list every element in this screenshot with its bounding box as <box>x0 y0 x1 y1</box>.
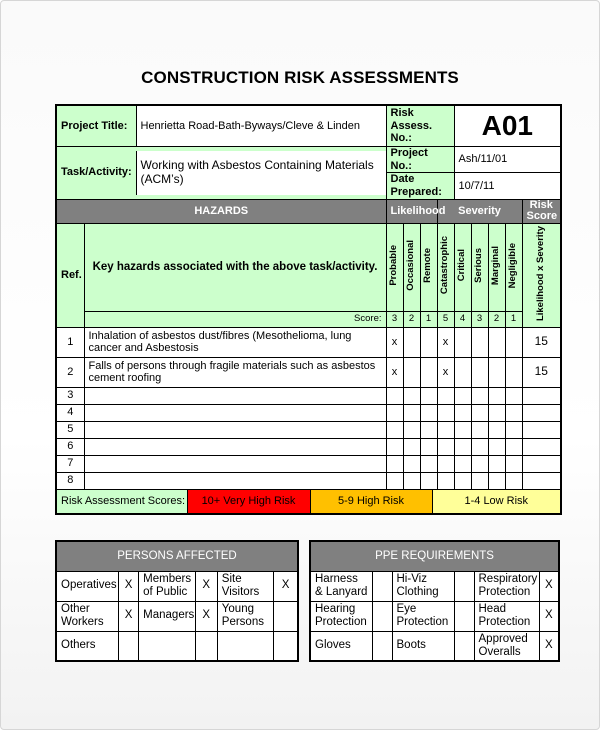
table-row <box>56 357 561 387</box>
row-serious <box>471 327 488 357</box>
score-occasional: 2 <box>403 311 420 327</box>
row-probable: x <box>386 327 403 357</box>
table-row <box>56 472 561 489</box>
row-ref: 6 <box>56 438 84 455</box>
row-score: 15 <box>522 357 561 387</box>
table-row <box>56 387 561 404</box>
row-score <box>522 421 561 438</box>
ppe-eye-label: Eye Protection <box>392 601 454 631</box>
score-remote: 1 <box>420 311 437 327</box>
legend-very-high-risk: 10+ Very High Risk <box>187 490 310 513</box>
row-hazard[interactable] <box>84 438 386 455</box>
row-occasional <box>403 357 420 387</box>
table-row <box>56 571 298 601</box>
ppe-hearing-check[interactable] <box>372 601 392 631</box>
score-label: Score: <box>84 311 386 327</box>
ppe-boots-check[interactable] <box>454 631 474 661</box>
col-risk <box>522 223 561 327</box>
ppe-overalls-label: Approved Overalls <box>474 631 539 661</box>
table-row <box>310 571 559 601</box>
score-critical: 4 <box>454 311 471 327</box>
col-serious <box>471 223 488 311</box>
person-blank2-label <box>217 631 273 661</box>
likelihood-heading: Likelihood <box>386 199 437 223</box>
col-probable-label: Probable <box>388 245 400 286</box>
ppe-requirements-heading: PPE REQUIREMENTS <box>310 541 559 571</box>
person-young-check[interactable] <box>274 601 298 631</box>
person-operatives-check[interactable]: X <box>119 571 139 601</box>
ppe-eye-check[interactable] <box>454 601 474 631</box>
col-negligible-label: Negligible <box>507 242 519 289</box>
person-blank-label <box>139 631 195 661</box>
person-others-label: Others <box>56 631 119 661</box>
col-critical-label: Critical <box>456 249 468 282</box>
table-row <box>310 601 559 631</box>
row-remote <box>420 327 437 357</box>
risk-scores-legend <box>56 489 561 514</box>
row-score: 15 <box>522 327 561 357</box>
row-ref: 1 <box>56 327 84 357</box>
person-other-workers-check[interactable]: X <box>119 601 139 631</box>
persons-affected-heading: PERSONS AFFECTED <box>56 541 298 571</box>
row-hazard[interactable] <box>84 421 386 438</box>
col-catastrophic-label: Catastrophic <box>439 236 451 295</box>
legend-high-risk: 5-9 High Risk <box>310 490 432 513</box>
row-hazard[interactable] <box>84 387 386 404</box>
date-label: Date Prepared: <box>386 173 454 199</box>
ref-label: Ref. <box>56 223 84 327</box>
table-row <box>56 327 561 357</box>
row-hazard[interactable] <box>84 472 386 489</box>
row-negligible <box>505 357 522 387</box>
person-blank2-check[interactable] <box>274 631 298 661</box>
person-managers-check[interactable]: X <box>195 601 217 631</box>
person-young-label: Young Persons <box>217 601 273 631</box>
row-ref: 4 <box>56 404 84 421</box>
col-probable <box>386 223 403 311</box>
person-managers-label: Managers <box>139 601 195 631</box>
ppe-respiratory-label: Respiratory Protection <box>474 571 539 601</box>
ppe-gloves-check[interactable] <box>372 631 392 661</box>
row-remote <box>420 357 437 387</box>
row-serious <box>471 357 488 387</box>
row-probable: x <box>386 357 403 387</box>
row-hazard: Inhalation of asbestos dust/fibres (Mesothelioma, lung cancer and Asbestosis <box>84 327 386 357</box>
table-row <box>56 421 561 438</box>
risk-assess-label: Risk Assess. No.: <box>386 105 454 147</box>
risk-scores-label: Risk Assessment Scores: <box>57 490 187 513</box>
risk-assess-value <box>454 105 561 147</box>
person-others-check[interactable] <box>119 631 139 661</box>
row-occasional <box>403 327 420 357</box>
row-ref: 2 <box>56 357 84 387</box>
person-public-check[interactable]: X <box>195 571 217 601</box>
ppe-harness-label: Harness & Lanyard <box>310 571 372 601</box>
ppe-hiviz-check[interactable] <box>454 571 474 601</box>
score-negligible: 1 <box>505 311 522 327</box>
row-hazard: Falls of persons through fragile materials such as asbestos cement roofing <box>84 357 386 387</box>
col-catastrophic <box>437 223 454 311</box>
ppe-head-label: Head Protection <box>474 601 539 631</box>
task-row <box>56 147 386 200</box>
col-marginal-label: Marginal <box>490 245 502 285</box>
risk-assess-number: A01 <box>481 109 533 141</box>
task-label: Task/Activity: <box>57 151 136 195</box>
col-remote-label: Remote <box>422 247 434 283</box>
row-marginal <box>488 357 505 387</box>
row-ref: 3 <box>56 387 84 404</box>
row-marginal <box>488 327 505 357</box>
score-serious: 3 <box>471 311 488 327</box>
row-negligible <box>505 327 522 357</box>
row-critical <box>454 357 471 387</box>
row-hazard[interactable] <box>84 404 386 421</box>
ppe-overalls-check[interactable]: X <box>539 631 559 661</box>
date-value: 10/7/11 <box>454 173 561 199</box>
col-remote <box>420 223 437 311</box>
table-row <box>310 631 559 661</box>
ppe-gloves-label: Gloves <box>310 631 372 661</box>
table-row <box>56 631 298 661</box>
persons-affected-table <box>55 540 299 662</box>
col-critical <box>454 223 471 311</box>
person-public-label: Members of Public <box>139 571 195 601</box>
row-hazard[interactable] <box>84 455 386 472</box>
row-ref: 5 <box>56 421 84 438</box>
row-catastrophic: x <box>437 357 454 387</box>
table-row <box>56 455 561 472</box>
person-blank-check[interactable] <box>195 631 217 661</box>
row-score <box>522 472 561 489</box>
legend-low-risk: 1-4 Low Risk <box>432 490 560 513</box>
ppe-boots-label: Boots <box>392 631 454 661</box>
table-row <box>56 601 298 631</box>
col-negligible <box>505 223 522 311</box>
risk-score-heading: Risk Score <box>522 199 561 223</box>
ppe-requirements-table <box>309 540 560 662</box>
person-visitors-label: Site Visitors <box>217 571 273 601</box>
ppe-hiviz-label: Hi-Viz Clothing <box>392 571 454 601</box>
row-ref: 8 <box>56 472 84 489</box>
document-title: CONSTRUCTION RISK ASSESSMENTS <box>141 68 459 87</box>
row-score <box>522 387 561 404</box>
ppe-respiratory-check[interactable]: X <box>539 571 559 601</box>
col-marginal <box>488 223 505 311</box>
table-row <box>56 438 561 455</box>
col-occasional <box>403 223 420 311</box>
risk-assessment-table <box>55 104 562 515</box>
col-occasional-label: Occasional <box>405 239 417 291</box>
person-operatives-label: Operatives <box>56 571 119 601</box>
key-hazards-label: Key hazards associated with the above task/activity. <box>84 223 386 311</box>
severity-heading: Severity <box>437 199 522 223</box>
project-no-label: Project No.: <box>386 147 454 173</box>
score-catastrophic: 5 <box>437 311 454 327</box>
project-title-row <box>56 105 386 147</box>
row-catastrophic: x <box>437 327 454 357</box>
ppe-head-check[interactable]: X <box>539 601 559 631</box>
project-title-label: Project Title: <box>57 106 136 146</box>
hazards-heading: HAZARDS <box>56 199 386 223</box>
row-critical <box>454 327 471 357</box>
task-value: Working with Asbestos Containing Materials (ACM’s) <box>136 151 386 195</box>
score-probable: 3 <box>386 311 403 327</box>
table-row <box>56 404 561 421</box>
person-other-workers-label: Other Workers <box>56 601 119 631</box>
person-visitors-check[interactable]: X <box>274 571 298 601</box>
col-risk-label: Likelihood x Severity <box>534 225 546 321</box>
row-score <box>522 404 561 421</box>
score-marginal: 2 <box>488 311 505 327</box>
row-score <box>522 455 561 472</box>
col-serious-label: Serious <box>473 247 485 283</box>
ppe-hearing-label: Hearing Protection <box>310 601 372 631</box>
project-title-value: Henrietta Road-Bath-Byways/Cleve & Linden <box>136 106 386 146</box>
row-score <box>522 438 561 455</box>
row-ref: 7 <box>56 455 84 472</box>
ppe-harness-check[interactable] <box>372 571 392 601</box>
project-no-value: Ash/11/01 <box>454 147 561 173</box>
